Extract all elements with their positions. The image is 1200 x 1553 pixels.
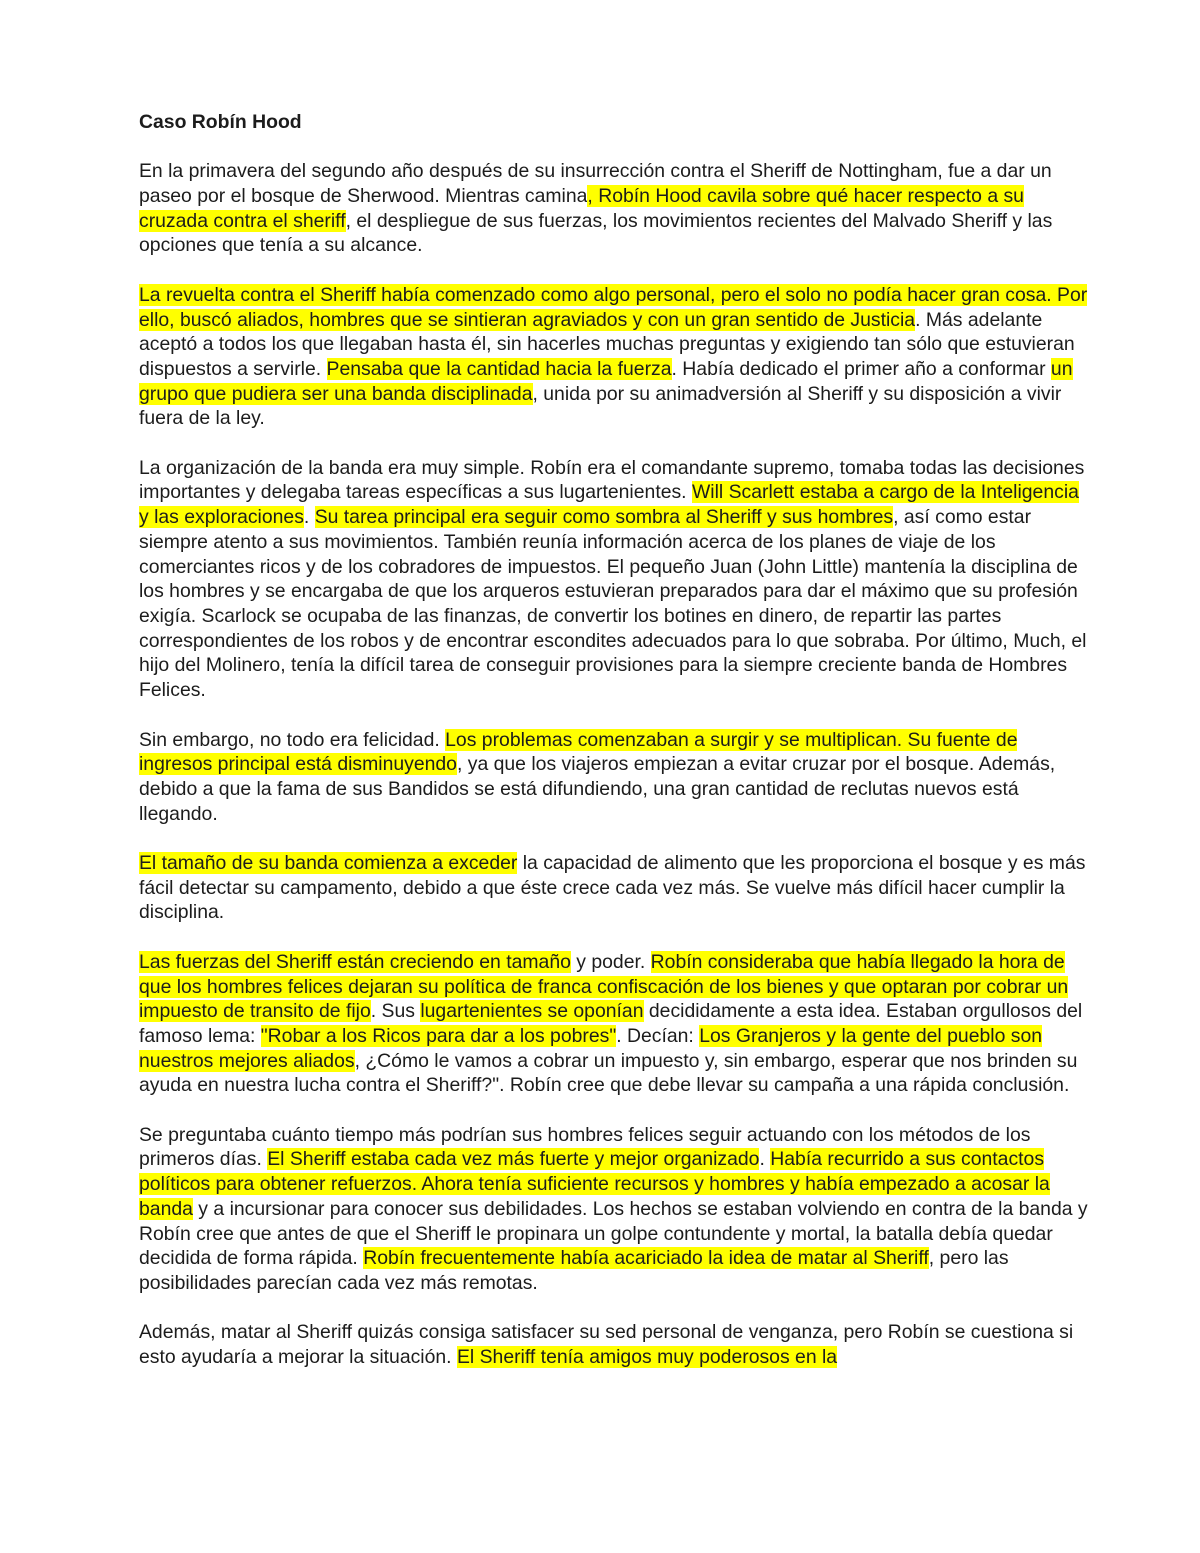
- paragraph: [139, 1320, 1089, 1369]
- text-run: Sin embargo, no todo era felicidad.: [139, 728, 446, 751]
- highlighted-text: Su tarea principal era seguir como sombra al Sheriff y sus hombres: [314, 506, 894, 529]
- text-run: La organización de la banda era muy simple. Robín era el comandante supremo, tomaba todas las decisiones importantes y delegaba tareas específicas a sus lugartenientes.: [139, 456, 1085, 504]
- document-title: Caso Robín Hood: [139, 111, 302, 133]
- highlighted-text: El Sheriff estaba cada vez más fuerte y mejor organizado: [267, 1148, 760, 1171]
- highlighted-text: Las fuerzas del Sheriff están creciendo en tamaño: [139, 950, 571, 973]
- text-run: , unida por su animadversión al Sheriff y su disposición a vivir fuera de la ley.: [139, 382, 1062, 430]
- highlighted-text: un grupo que pudiera ser una banda disciplinada: [139, 357, 1073, 405]
- text-run: . Más adelante aceptó a todos los que llegaban hasta él, sin hacerles muchas preguntas y exigiendo tan sólo que estuvieran dispuestos a servirle.: [139, 308, 1075, 380]
- highlighted-text: La revuelta contra el Sheriff había comenzado como algo personal, pero el solo no podía hacer gran cosa. Por ello, buscó aliados, hombres que se sintieran agraviados y con un gran sentido de Justicia: [139, 283, 1088, 331]
- text-run: , pero las posibilidades parecían cada vez más remotas.: [139, 1247, 1009, 1294]
- text-run: . Sus: [370, 1000, 421, 1023]
- text-run: y a incursionar para conocer sus debilidades. Los hechos se estaban volviendo en contra de la banda y Robín cree que antes de que el Sheriff le propinara un golpe contundente y mortal, la batalla debía quedar decidida de forma rápida.: [139, 1197, 1088, 1270]
- text-run: la capacidad de alimento que les proporciona el bosque y es más fácil detectar su campamento, debido a que éste crece cada vez más. Se vuelve más difícil hacer cumplir la disciplina.: [139, 852, 1086, 924]
- text-run: y poder.: [570, 950, 651, 973]
- highlighted-text: , Robín Hood cavila sobre qué hacer respecto a su cruzada contra el sheriff: [139, 185, 1024, 232]
- paragraph: [139, 456, 1089, 703]
- highlighted-text: Pensaba que la cantidad hacia la fuerza: [326, 357, 672, 380]
- paragraph: [139, 283, 1089, 431]
- document-body: [139, 159, 1089, 1369]
- text-run: . Decían:: [616, 1024, 700, 1047]
- highlighted-text: Will Scarlett estaba a cargo de la Inteligencia y las exploraciones: [139, 481, 1079, 529]
- paragraph: [139, 1123, 1089, 1296]
- document-page: [139, 110, 1089, 1394]
- highlighted-text: Robín frecuentemente había acariciado la idea de matar al Sheriff: [363, 1247, 929, 1270]
- highlighted-text: El tamaño de su banda comienza a exceder: [139, 852, 518, 874]
- paragraph: [139, 728, 1089, 827]
- text-run: decididamente a esta idea. Estaban orgullosos del famoso lema:: [139, 1000, 1083, 1047]
- text-run: En la primavera del segundo año después de su insurrección contra el Sheriff de Nottingham, fue a dar un paseo por el bosque de Sherwood. Mientras camina: [139, 160, 1052, 208]
- paragraph: [139, 851, 1089, 925]
- paragraph: [139, 159, 1089, 258]
- highlighted-text: lugartenientes se oponían: [420, 1000, 644, 1023]
- text-run: .: [303, 506, 315, 529]
- highlighted-text: "Robar a los Ricos para dar a los pobres": [260, 1024, 617, 1047]
- text-run: .: [759, 1148, 771, 1171]
- text-run: , ya que los viajeros empiezan a evitar cruzar por el bosque. Además, debido a que la fama de sus Bandidos se está difundiendo, una gran cantidad de reclutas nuevos está llegando.: [139, 753, 1056, 825]
- text-run: Además, matar al Sheriff quizás consiga satisfacer su sed personal de venganza, pero Robín se cuestiona si esto ayudaría a mejorar la situación.: [139, 1321, 1074, 1369]
- text-run: Se preguntaba cuánto tiempo más podrían sus hombres felices seguir actuando con los métodos de los primeros días.: [139, 1123, 1031, 1171]
- text-run: , ¿Cómo le vamos a cobrar un impuesto y, sin embargo, esperar que nos brinden su ayuda en nuestra lucha contra el Sheriff?". Robín cree que debe llevar su campaña a una rápida conclusión.: [139, 1049, 1078, 1097]
- paragraph: [139, 950, 1089, 1098]
- highlighted-text: Los problemas comenzaban a surgir y se multiplican. Su fuente de ingresos principal está disminuyendo: [139, 728, 1018, 776]
- highlighted-text: Robín consideraba que había llegado la hora de que los hombres felices dejaran su política de franca confiscación de los bienes y que optaran por cobrar un impuesto de transito de fijo: [139, 950, 1069, 1023]
- highlighted-text: El Sheriff tenía amigos muy poderosos en la: [456, 1346, 838, 1369]
- text-run: , así como estar siempre atento a sus movimientos. También reunía información acerca de los planes de viaje de los comerciantes ricos y de los cobradores de impuestos. El pequeño Juan (John Little) mantenía la disciplina de los hombres y se encargaba de que los arqueros estuvieran preparados para dar el máximo que su profesión exigía. Scarlock se ocupaba de las finanzas, de convertir los botines en dinero, de repartir las partes correspondientes de los robos y de encontrar escondites adecuados para lo que sobraba. Por último, Much, el hijo del Molinero, tenía la difícil tarea de conseguir provisiones para la siempre creciente banda de Hombres Felices.: [139, 506, 1087, 702]
- text-run: . Había dedicado el primer año a conformar: [671, 357, 1051, 380]
- highlighted-text: Los Granjeros y la gente del pueblo son nuestros mejores aliados: [139, 1024, 1043, 1072]
- text-run: , el despliegue de sus fuerzas, los movimientos recientes del Malvado Sheriff y las opciones que tenía a su alcance.: [139, 209, 1053, 257]
- highlighted-text: Había recurrido a sus contactos políticos para obtener refuerzos. Ahora tenía suficiente recursos y hombres y había empezado a acosar la banda: [139, 1148, 1050, 1220]
